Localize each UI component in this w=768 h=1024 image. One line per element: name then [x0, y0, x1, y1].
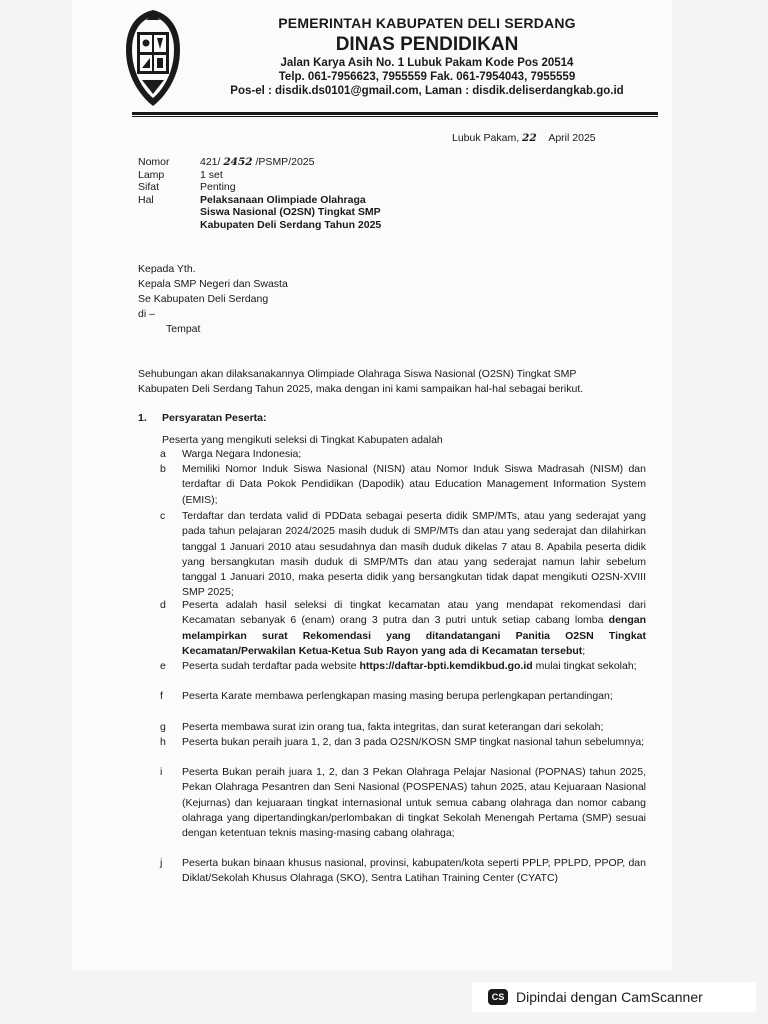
- list-item: [160, 659, 646, 674]
- list-item: [160, 735, 646, 750]
- list-text: Memiliki Nomor Induk Siswa Nasional (NISN) atau Nomor Induk Siswa Madrasah (NISM) dan terdaftar di Data Pokok Pendidikan (Dapodik) atau Education Management Information System (EMIS);: [182, 463, 646, 506]
- meta-row-hal: [138, 194, 381, 232]
- list-letter: c: [160, 510, 166, 522]
- recipient-block: [138, 262, 288, 337]
- list-letter: a: [160, 448, 166, 460]
- date-day-handwritten: 22: [522, 132, 537, 144]
- camscanner-watermark: [472, 982, 756, 1012]
- camscanner-logo-icon: CS: [488, 989, 508, 1005]
- meta-row-sifat: [138, 181, 381, 194]
- list-item: [160, 856, 646, 887]
- office-phone: Telp. 061-7956623, 7955559 Fak. 061-7954043, 7955559: [278, 71, 576, 83]
- recipient-line: Tempat: [166, 323, 201, 335]
- letter-meta: [138, 156, 381, 231]
- text-plain: Peserta adalah hasil seleksi di tingkat kecamatan atau yang mendapat rekomendasi dari Kecamatan sebanyak 6 (enam) orang 3 putra dan 3 putri untuk setiap cabang lomba: [182, 599, 646, 627]
- list-item: [160, 765, 646, 841]
- list-letter: h: [160, 736, 166, 748]
- government-name: PEMERINTAH KABUPATEN DELI SERDANG: [278, 15, 576, 31]
- text-bold: dengan melampirkan surat Rekomendasi yang ditandatangani Panitia O2SN Tingkat Kecamatan/Perwakilan Ketua-Ketua Sub Rayon yang ada di Kecamatan tersebut: [182, 614, 646, 657]
- list-letter: f: [160, 690, 163, 702]
- watermark-text: Dipindai dengan CamScanner: [516, 989, 703, 1005]
- section-title: Persyaratan Peserta:: [162, 412, 267, 424]
- list-item: [160, 447, 646, 462]
- text-end: mulai tingkat sekolah;: [532, 660, 637, 672]
- deli-serdang-emblem-icon: [122, 8, 184, 108]
- letterhead-divider-thin: [132, 116, 658, 117]
- text-plain: Peserta sudah terdaftar pada website: [182, 660, 360, 672]
- subject-line: Kabupaten Deli Serdang Tahun 2025: [200, 218, 382, 231]
- meta-label: Hal: [138, 193, 154, 206]
- website-link-text: https://daftar-bpti.kemdikbud.go.id: [359, 660, 533, 672]
- recipient-line: Se Kabupaten Deli Serdang: [138, 293, 269, 305]
- recipient-line: Kepada Yth.: [138, 263, 196, 275]
- list-item: [160, 720, 646, 735]
- list-text: [182, 598, 646, 659]
- letterhead: [196, 14, 658, 98]
- recipient-line: di –: [138, 308, 155, 320]
- list-item: [160, 689, 646, 704]
- meta-value-number: [200, 156, 314, 169]
- meta-label: Sifat: [138, 181, 160, 193]
- meta-label: Lamp: [138, 168, 165, 181]
- section-heading: [138, 412, 266, 424]
- list-text: Peserta bukan peraih juara 1, 2, dan 3 pada O2SN/KOSN SMP tingkat nasional tahun sebelumnya;: [182, 736, 645, 748]
- list-text: Warga Negara Indonesia;: [182, 448, 302, 460]
- section-intro: Peserta yang mengikuti seleksi di Tingkat Kabupaten adalah: [162, 434, 443, 446]
- text-end: ;: [582, 644, 586, 657]
- subject-line: Siswa Nasional (O2SN) Tingkat SMP: [200, 206, 381, 218]
- list-letter: d: [160, 599, 166, 611]
- opening-paragraph: Sehubungan akan dilaksanakannya Olimpiade Olahraga Siswa Nasional (O2SN) Tingkat SMP Kabupaten Deli Serdang Tahun 2025, maka dengan ini kami sampaikan hal-hal sebagai berikut.: [138, 368, 584, 395]
- office-address: Jalan Karya Asih No. 1 Lubuk Pakam Kode Pos 20514: [280, 57, 574, 69]
- office-contact: Pos-el : disdik.ds0101@gmail.com, Laman : disdik.deliserdangkab.go.id: [230, 85, 624, 97]
- list-letter: e: [160, 660, 166, 672]
- list-letter: i: [160, 766, 163, 778]
- list-text: Terdaftar dan terdata valid di PDData sebagai peserta didik SMP/MTs, atau yang sederajat yang pada tahun pelajaran 2024/2025 masih duduk di SMP/MTs dan atau yang sederajat dan dilahirkan tanggal 1 Januari 2010 atau sesudahnya dan masih duduk dikelas 7 atau 8. Apabila peserta didik yang bersangkutan masih duduk di SMP/MTs dan atau yang sederajat namun lahir sebelum tanggal 1 Januari 2010, maka peserta didik yang bersangkutan tidak dapat mengikuti O2SN-XVIII SMP 2025;: [182, 510, 646, 599]
- meta-value-subject: [200, 194, 381, 232]
- list-text: [182, 659, 646, 674]
- list-letter: g: [160, 721, 166, 733]
- number-handwritten: 2452: [223, 156, 253, 168]
- list-text: Peserta membawa surat izin orang tua, fakta integritas, dan surat keterangan dari sekolah;: [182, 721, 604, 733]
- list-letter: b: [160, 463, 166, 475]
- department-name: DINAS PENDIDIKAN: [335, 34, 519, 55]
- list-text: Peserta bukan binaan khusus nasional, provinsi, kabupaten/kota seperti PPLP, PPLPD, PPOP, dan Diklat/Sekolah Khusus Olahraga (SKO), Sentra Latihan Training Center (CYATC): [182, 857, 646, 885]
- meta-row-nomor: [138, 156, 381, 169]
- meta-value: Penting: [200, 181, 236, 193]
- recipient-line: Kepala SMP Negeri dan Swasta: [138, 278, 288, 290]
- meta-row-lamp: [138, 169, 381, 182]
- letter-date: [452, 132, 596, 144]
- number-suffix: /PSMP/2025: [255, 156, 315, 168]
- list-letter: j: [160, 857, 163, 869]
- list-item: [160, 462, 646, 508]
- section-number: 1.: [138, 412, 147, 424]
- letterhead-divider-thick: [132, 112, 658, 115]
- list-item: [160, 509, 646, 601]
- number-prefix: 421/: [200, 156, 221, 168]
- list-text: Peserta Karate membawa perlengkapan masing masing berupa perlengkapan pertandingan;: [182, 690, 613, 702]
- meta-value: 1 set: [200, 168, 223, 181]
- date-city: Lubuk Pakam,: [452, 132, 520, 144]
- meta-label: Nomor: [138, 156, 170, 168]
- list-text: Peserta Bukan peraih juara 1, 2, dan 3 Pekan Olahraga Pelajar Nasional (POPNAS) tahun 2025, Pekan Olahraga Pesantren dan Seni Nasional (POSPENAS) tahun 2025, atau Kejuaraan Nasional (Kejurnas) dan kejuaraan tingkat internasional untuk semua cabang olahraga dan nomor cabang olahraga yang dipertandingkan/perlombakan di tingkat Sekolah Menengah Pertama (SMP) sesuai dengan ketentuan teknis masing-masing cabang olahraga;: [182, 766, 646, 840]
- list-item: [160, 598, 646, 659]
- subject-line: Pelaksanaan Olimpiade Olahraga: [200, 193, 366, 206]
- date-month-year: April 2025: [548, 132, 596, 144]
